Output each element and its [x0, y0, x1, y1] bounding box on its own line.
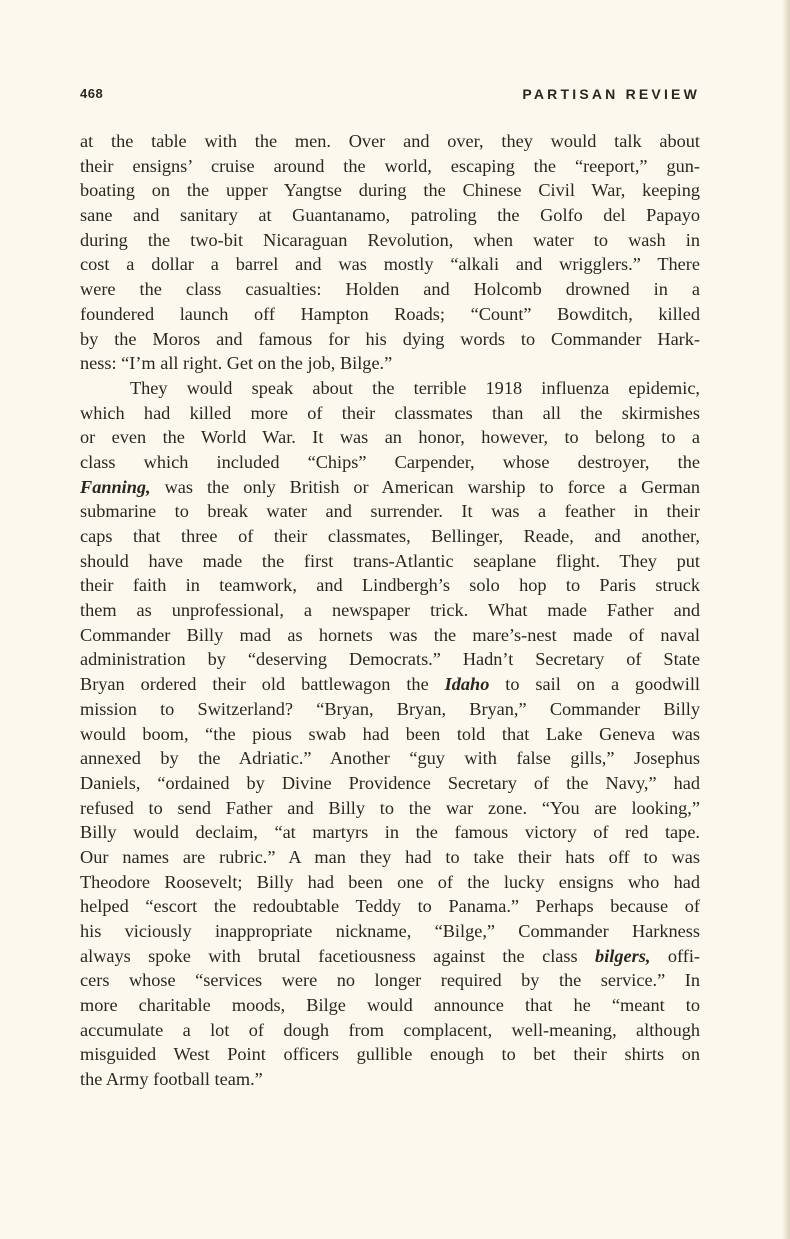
text-line: mission to Switzerland? “Bryan, Bryan, Bryan,” Commander Billy: [80, 698, 700, 719]
text-line: [80, 672, 700, 697]
page-edge-shadow: [782, 0, 790, 1239]
text-line: were the class casualties: Holden and Holcomb drowned in a: [80, 279, 700, 300]
text-line: more charitable moods, Bilge would announce that he “meant to: [80, 995, 700, 1016]
text-line: cost a dollar a barrel and was mostly “alkali and wrigglers.” There: [80, 254, 700, 275]
text-line: cers whose “services were no longer required by the service.” In: [80, 970, 700, 991]
text-line: Theodore Roosevelt; Billy had been one of the lucky ensigns who had: [80, 871, 700, 892]
article-body: [80, 129, 700, 1092]
text-line: boating on the upper Yangtse during the Chinese Civil War, keeping: [80, 180, 700, 201]
text-line: accumulate a lot of dough from complacent, well-meaning, although: [80, 1019, 700, 1040]
text-fragment: was the only British or American warship to force a German: [150, 476, 700, 497]
term-bilgers: bilgers,: [595, 945, 651, 966]
text-line: Commander Billy mad as hornets was the mare’s-nest made of naval: [80, 624, 700, 645]
page-number: 468: [80, 86, 104, 101]
running-header: [80, 86, 700, 106]
text-line: would boom, “the pious swab had been told that Lake Geneva was: [80, 723, 700, 744]
text-line: should have made the first trans-Atlantic seaplane flight. They put: [80, 550, 700, 571]
text-line: class which included “Chips” Carpender, whose destroyer, the: [80, 451, 700, 472]
text-line: Daniels, “ordained by Divine Providence Secretary of the Navy,” had: [80, 772, 700, 793]
text-line: which had killed more of their classmates than all the skirmishes: [80, 402, 700, 423]
text-line: [80, 475, 700, 500]
text-line: their faith in teamwork, and Lindbergh’s solo hop to Paris struck: [80, 575, 700, 596]
text-line: [80, 944, 700, 969]
text-line: during the two-bit Nicaraguan Revolution, when water to wash in: [80, 229, 700, 250]
journal-title: PARTISAN REVIEW: [522, 86, 700, 102]
text-line: Billy would declaim, “at martyrs in the famous victory of red tape.: [80, 822, 700, 843]
text-line: Our names are rubric.” A man they had to take their hats off to was: [80, 846, 700, 867]
text-line: his viciously inappropriate nickname, “Bilge,” Commander Harkness: [80, 921, 700, 941]
text-line: sane and sanitary at Guantanamo, patroling the Golfo del Papayo: [80, 205, 700, 226]
text-line: foundered launch off Hampton Roads; “Count” Bowditch, killed: [80, 303, 700, 324]
text-line-paragraph-start: They would speak about the terrible 1918 influenza epidemic,: [130, 377, 700, 398]
text-line-paragraph-end: the Army football team.”: [80, 1069, 263, 1090]
text-line: administration by “deserving Democrats.” Hadn’t Secretary of State: [80, 649, 700, 670]
ship-name-idaho: Idaho: [444, 674, 490, 695]
text-line: caps that three of their classmates, Bellinger, Reade, and another,: [80, 526, 700, 546]
text-fragment: Bryan ordered their old battlewagon the: [80, 674, 445, 695]
text-line: at the table with the men. Over and over, they would talk about: [80, 131, 700, 151]
text-line: by the Moros and famous for his dying words to Commander Hark-: [80, 328, 700, 349]
text-line: their ensigns’ cruise around the world, escaping the “reeport,” gun-: [80, 155, 700, 176]
text-fragment: always spoke with brutal facetiousness against the class: [80, 945, 596, 966]
text-line: helped “escort the redoubtable Teddy to Panama.” Perhaps because of: [80, 896, 700, 917]
text-line: them as unprofessional, a newspaper trick. What made Father and: [80, 600, 700, 621]
text-line: misguided West Point officers gullible enough to bet their shirts on: [80, 1044, 700, 1065]
text-line: submarine to break water and surrender. It was a feather in their: [80, 501, 700, 522]
text-line: or even the World War. It was an honor, however, to belong to a: [80, 427, 700, 448]
text-line-paragraph-end: ness: “I’m all right. Get on the job, Bilge.”: [80, 353, 393, 374]
text-fragment: offi-: [650, 945, 700, 966]
text-line: annexed by the Adriatic.” Another “guy with false gills,” Josephus: [80, 748, 700, 769]
text-line: refused to send Father and Billy to the war zone. “You are looking,”: [80, 797, 700, 818]
ship-name-fanning: Fanning,: [80, 476, 151, 497]
text-fragment: to sail on a goodwill: [489, 674, 700, 695]
